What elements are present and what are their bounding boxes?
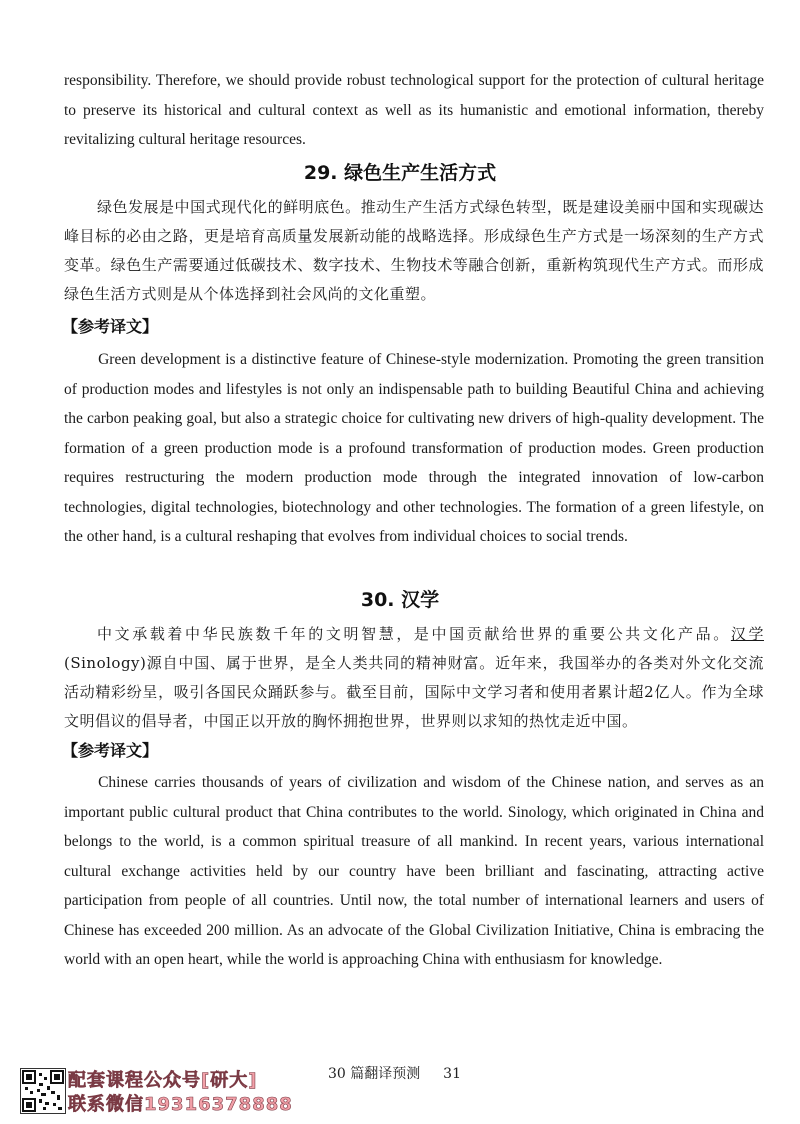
section-29-english-translation: Green development is a distinctive feature of Chinese-style modernization. Promoting the green transition of production modes and lifestyles is not only an indispensable path to building Beautiful China and achieving the carbon peaking goal, but also a strategic choice for cultivating new drivers of high-quality development. The formation of a green production mode is a profound transformation of production modes. Green production requires restructuring the modern production mode through the integrated innovation of low-carbon technologies, digital technologies, biotechnology and other technologies. The formation of a green lifestyle, on the other hand, is a cultural reshaping that evolves from individual choices to social trends.	[64, 351, 764, 545]
section-30-title: 30. 汉学	[360, 589, 440, 611]
top-paragraph: responsibility. Therefore, we should provide robust technological support for the protection of cultural heritage to preserve its historical and cultural context as well as its humanistic and emotional information, thereby revitalizing cultural heritage resources.	[64, 72, 764, 148]
section-30-english-translation: Chinese carries thousands of years of civilization and wisdom of the Chinese nation, and serves as an important public cultural product that China contributes to the world. Sinology, which originated in China and belongs to the world, is a common spiritual treasure of all mankind. In recent years, various international cultural exchange activities held by our country have been brilliant and fascinating, attracting active participation from people of all countries. Until now, the total number of international learners and users of Chinese has exceeded 200 million. As an advocate of the Global Civilization Initiative, China is embracing the world with an open heart, while the world is approaching China with enthusiasm for knowledge.	[64, 774, 764, 968]
section-29-chinese-text: 绿色发展是中国式现代化的鲜明底色。推动生产生活方式绿色转型，既是建设美丽中国和实现碳达峰目标的必由之路，更是培育高质量发展新动能的战略选择。形成绿色生产方式是一场深刻的生产方式变革。绿色生产需要通过低碳技术、数字技术、生物技术等融合创新，重新构筑现代生产方式。而形成绿色生活方式则是从个体选择到社会风尚的文化重塑。	[64, 198, 764, 303]
page-footer	[328, 1063, 461, 1083]
promo-line-2: 联系微信19316378888	[68, 1094, 293, 1115]
section-29-title: 29. 绿色生产生活方式	[303, 162, 497, 184]
qr-code-icon	[20, 1068, 66, 1114]
section-30-reference-label: 【参考译文】	[62, 741, 159, 760]
chinese-text-part-2: (Sinology)源自中国、属于世界，是全人类共同的精神财富。近年来，我国举办的各类对外文化交流活动精彩纷呈，吸引各国民众踊跃参与。截至目前，国际中文学习者和使用者累计超2亿人。作为全球文明倡议的倡导者，中国正以开放的胸怀拥抱世界，世界则以求知的热忱走近中国。	[64, 654, 764, 730]
page-number: 31	[443, 1066, 461, 1082]
footer-book-title: 30 篇翻译预测	[328, 1066, 421, 1082]
promo-line-1: 配套课程公众号[研大]	[68, 1070, 258, 1091]
chinese-text-part-1: 中文承载着中华民族数千年的文明智慧，是中国贡献给世界的重要公共文化产品。	[97, 625, 731, 643]
sinology-underlined-term: 汉学	[730, 625, 764, 643]
section-29-reference-label: 【参考译文】	[62, 317, 159, 336]
section-30-chinese-text	[64, 620, 764, 736]
